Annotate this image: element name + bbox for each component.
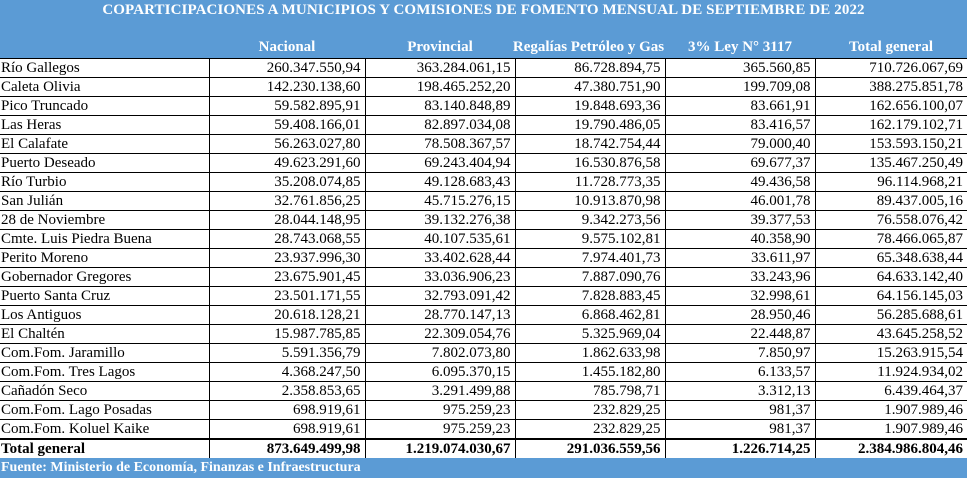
ley-3117-value: 32.998,61 <box>665 287 815 306</box>
regalias-value: 232.829,25 <box>515 401 665 420</box>
regalias-value: 18.742.754,44 <box>515 135 665 154</box>
column-header-nacional: Nacional <box>258 39 316 55</box>
table-row <box>0 154 967 173</box>
ley-3117-value: 22.448,87 <box>665 325 815 344</box>
ley-3117-value: 40.358,90 <box>665 230 815 249</box>
total-value: 11.924.934,02 <box>815 363 967 382</box>
municipality-name: Las Heras <box>0 116 209 135</box>
table-row <box>0 230 967 249</box>
regalias-value: 86.728.894,75 <box>515 59 665 78</box>
municipality-name: Com.Fom. Lago Posadas <box>0 401 209 420</box>
table-row <box>0 173 967 192</box>
municipality-name: Com.Fom. Tres Lagos <box>0 363 209 382</box>
municipality-name: Puerto Deseado <box>0 154 209 173</box>
provincial-value: 6.095.370,15 <box>365 363 515 382</box>
total-value: 56.285.688,61 <box>815 306 967 325</box>
nacional-value: 20.618.128,21 <box>209 306 365 325</box>
regalias-value: 19.790.486,05 <box>515 116 665 135</box>
total-value: 64.156.145,03 <box>815 287 967 306</box>
regalias-value: 6.868.462,81 <box>515 306 665 325</box>
total-value: 1.907.989,46 <box>815 401 967 420</box>
nacional-value: 28.743.068,55 <box>209 230 365 249</box>
regalias-value: 1.455.182,80 <box>515 363 665 382</box>
regalias-value: 1.862.633,98 <box>515 344 665 363</box>
nacional-value: 260.347.550,94 <box>209 59 365 78</box>
regalias-value: 291.036.559,56 <box>515 439 665 460</box>
municipality-name: Los Antiguos <box>0 306 209 325</box>
table-row <box>0 78 967 97</box>
ley-3117-value: 39.377,53 <box>665 211 815 230</box>
provincial-value: 39.132.276,38 <box>365 211 515 230</box>
provincial-value: 82.897.034,08 <box>365 116 515 135</box>
regalias-value: 9.342.273,56 <box>515 211 665 230</box>
ley-3117-value: 3.312,13 <box>665 382 815 401</box>
provincial-value: 33.402.628,44 <box>365 249 515 268</box>
coparticipaciones-table <box>0 58 967 460</box>
ley-3117-value: 83.661,91 <box>665 97 815 116</box>
table-row <box>0 382 967 401</box>
total-value: 162.656.100,07 <box>815 97 967 116</box>
total-value: 388.275.851,78 <box>815 78 967 97</box>
total-value: 162.179.102,71 <box>815 116 967 135</box>
provincial-value: 7.802.073,80 <box>365 344 515 363</box>
table-row <box>0 268 967 287</box>
provincial-value: 45.715.276,15 <box>365 192 515 211</box>
nacional-value: 15.987.785,85 <box>209 325 365 344</box>
municipality-name: Río Turbio <box>0 173 209 192</box>
regalias-value: 9.575.102,81 <box>515 230 665 249</box>
regalias-value: 7.828.883,45 <box>515 287 665 306</box>
total-value: 710.726.067,69 <box>815 59 967 78</box>
ley-3117-value: 981,37 <box>665 420 815 440</box>
provincial-value: 78.508.367,57 <box>365 135 515 154</box>
column-header-provincial: Provincial <box>407 39 473 55</box>
nacional-value: 2.358.853,65 <box>209 382 365 401</box>
provincial-value: 32.793.091,42 <box>365 287 515 306</box>
municipality-name: Com.Fom. Koluel Kaike <box>0 420 209 440</box>
municipality-name: Cañadón Seco <box>0 382 209 401</box>
ley-3117-value: 79.000,40 <box>665 135 815 154</box>
nacional-value: 23.937.996,30 <box>209 249 365 268</box>
nacional-value: 35.208.074,85 <box>209 173 365 192</box>
column-header-ley-3117: 3% Ley N° 3117 <box>688 39 792 55</box>
ley-3117-value: 199.709,08 <box>665 78 815 97</box>
column-header-regalias: Regalías Petróleo y Gas <box>512 39 665 55</box>
regalias-value: 5.325.969,04 <box>515 325 665 344</box>
table-row <box>0 401 967 420</box>
nacional-value: 56.263.027,80 <box>209 135 365 154</box>
regalias-value: 7.887.090,76 <box>515 268 665 287</box>
nacional-value: 23.675.901,45 <box>209 268 365 287</box>
total-value: 15.263.915,54 <box>815 344 967 363</box>
municipality-name: Puerto Santa Cruz <box>0 287 209 306</box>
table-row <box>0 211 967 230</box>
nacional-value: 59.408.166,01 <box>209 116 365 135</box>
municipality-name: El Calafate <box>0 135 209 154</box>
table-row <box>0 97 967 116</box>
municipality-name: Cmte. Luis Piedra Buena <box>0 230 209 249</box>
provincial-value: 975.259,23 <box>365 401 515 420</box>
municipality-name: Total general <box>0 439 209 460</box>
provincial-value: 975.259,23 <box>365 420 515 440</box>
regalias-value: 47.380.751,90 <box>515 78 665 97</box>
table-row <box>0 135 967 154</box>
municipality-name: San Julián <box>0 192 209 211</box>
report-title: COPARTICIPACIONES A MUNICIPIOS Y COMISIONES DE FOMENTO MENSUAL DE SEPTIEMBRE DE 2022 <box>0 0 967 20</box>
total-value: 89.437.005,16 <box>815 192 967 211</box>
ley-3117-value: 1.226.714,25 <box>665 439 815 460</box>
municipality-name: El Chaltén <box>0 325 209 344</box>
nacional-value: 698.919,61 <box>209 401 365 420</box>
ley-3117-value: 33.611,97 <box>665 249 815 268</box>
table-row <box>0 249 967 268</box>
ley-3117-value: 49.436,58 <box>665 173 815 192</box>
total-value: 135.467.250,49 <box>815 154 967 173</box>
provincial-value: 40.107.535,61 <box>365 230 515 249</box>
municipality-name: Gobernador Gregores <box>0 268 209 287</box>
total-value: 2.384.986.804,46 <box>815 439 967 460</box>
provincial-value: 33.036.906,23 <box>365 268 515 287</box>
nacional-value: 23.501.171,55 <box>209 287 365 306</box>
provincial-value: 3.291.499,88 <box>365 382 515 401</box>
table-row <box>0 420 967 440</box>
total-value: 43.645.258,52 <box>815 325 967 344</box>
table-row <box>0 59 967 78</box>
ley-3117-value: 46.001,78 <box>665 192 815 211</box>
provincial-value: 198.465.252,20 <box>365 78 515 97</box>
ley-3117-value: 28.950,46 <box>665 306 815 325</box>
total-row <box>0 439 967 460</box>
regalias-value: 7.974.401,73 <box>515 249 665 268</box>
regalias-value: 11.728.773,35 <box>515 173 665 192</box>
regalias-value: 16.530.876,58 <box>515 154 665 173</box>
municipality-name: Perito Moreno <box>0 249 209 268</box>
table-row <box>0 192 967 211</box>
ley-3117-value: 69.677,37 <box>665 154 815 173</box>
regalias-value: 785.798,71 <box>515 382 665 401</box>
ley-3117-value: 33.243,96 <box>665 268 815 287</box>
nacional-value: 142.230.138,60 <box>209 78 365 97</box>
nacional-value: 28.044.148,95 <box>209 211 365 230</box>
regalias-value: 10.913.870,98 <box>515 192 665 211</box>
provincial-value: 28.770.147,13 <box>365 306 515 325</box>
nacional-value: 49.623.291,60 <box>209 154 365 173</box>
ley-3117-value: 365.560,85 <box>665 59 815 78</box>
total-value: 96.114.968,21 <box>815 173 967 192</box>
municipality-name: Pico Truncado <box>0 97 209 116</box>
provincial-value: 1.219.074.030,67 <box>365 439 515 460</box>
ley-3117-value: 83.416,57 <box>665 116 815 135</box>
municipality-name: Caleta Olivia <box>0 78 209 97</box>
table-row <box>0 325 967 344</box>
ley-3117-value: 981,37 <box>665 401 815 420</box>
nacional-value: 32.761.856,25 <box>209 192 365 211</box>
municipality-name: 28 de Noviembre <box>0 211 209 230</box>
provincial-value: 83.140.848,89 <box>365 97 515 116</box>
nacional-value: 698.919,61 <box>209 420 365 440</box>
total-value: 78.466.065,87 <box>815 230 967 249</box>
total-value: 65.348.638,44 <box>815 249 967 268</box>
table-body <box>0 59 967 460</box>
municipality-name: Com.Fom. Jaramillo <box>0 344 209 363</box>
nacional-value: 5.591.356,79 <box>209 344 365 363</box>
ley-3117-value: 6.133,57 <box>665 363 815 382</box>
total-value: 64.633.142,40 <box>815 268 967 287</box>
provincial-value: 363.284.061,15 <box>365 59 515 78</box>
table-row <box>0 306 967 325</box>
provincial-value: 22.309.054,76 <box>365 325 515 344</box>
total-value: 1.907.989,46 <box>815 420 967 440</box>
total-value: 153.593.150,21 <box>815 135 967 154</box>
provincial-value: 69.243.404,94 <box>365 154 515 173</box>
source-footer: Fuente: Ministerio de Economía, Finanzas e Infraestructura <box>0 458 967 478</box>
total-value: 6.439.464,37 <box>815 382 967 401</box>
nacional-value: 4.368.247,50 <box>209 363 365 382</box>
municipality-name: Río Gallegos <box>0 59 209 78</box>
provincial-value: 49.128.683,43 <box>365 173 515 192</box>
nacional-value: 873.649.499,98 <box>209 439 365 460</box>
table-row <box>0 363 967 382</box>
table-row <box>0 116 967 135</box>
total-value: 76.558.076,42 <box>815 211 967 230</box>
column-header-total: Total general <box>848 39 934 55</box>
regalias-value: 19.848.693,36 <box>515 97 665 116</box>
nacional-value: 59.582.895,91 <box>209 97 365 116</box>
regalias-value: 232.829,25 <box>515 420 665 440</box>
table-row <box>0 344 967 363</box>
ley-3117-value: 7.850,97 <box>665 344 815 363</box>
table-row <box>0 287 967 306</box>
